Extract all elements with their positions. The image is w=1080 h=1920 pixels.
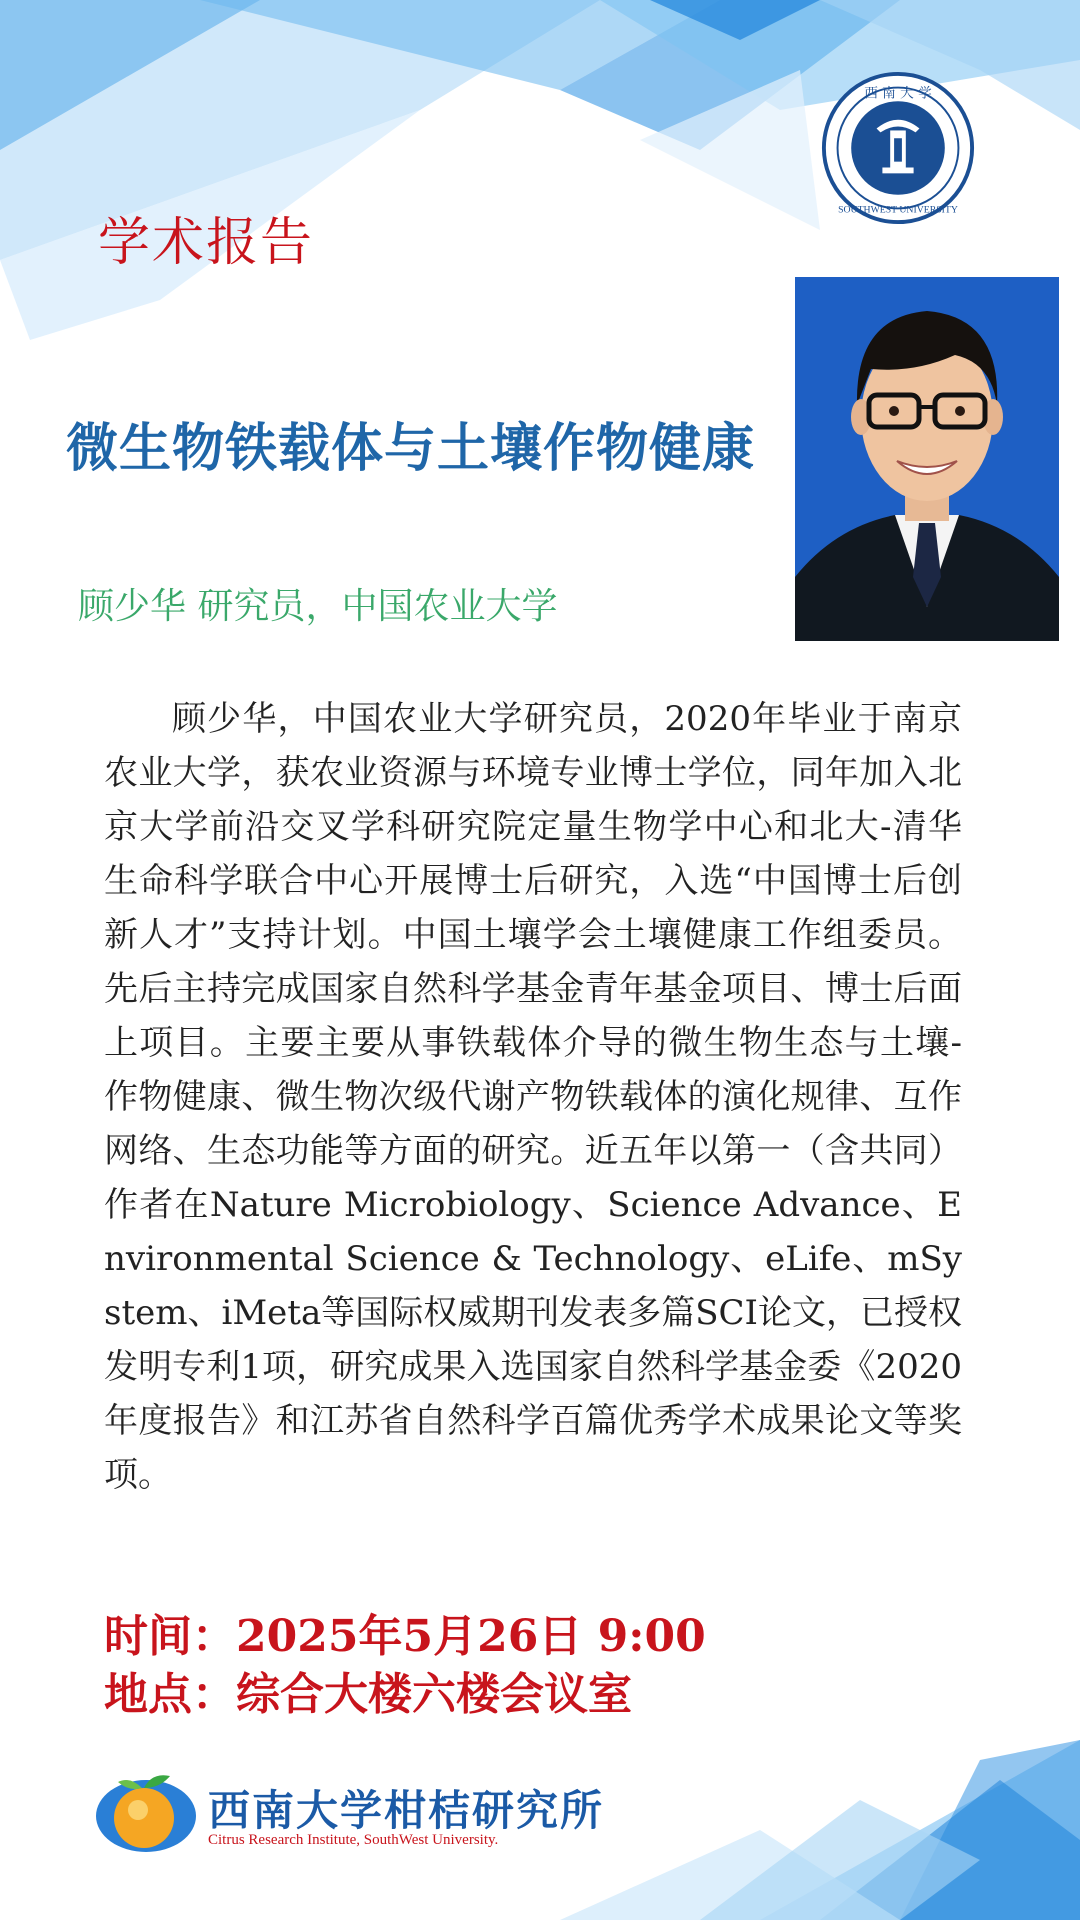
svg-text:SOUTHWEST UNIVERSITY: SOUTHWEST UNIVERSITY	[838, 204, 958, 216]
institute-logo	[92, 1770, 202, 1856]
report-label: 学术报告	[98, 213, 315, 273]
institute-english-name: Citrus Research Institute, SouthWest University.	[208, 1832, 499, 1848]
speaker-bio: 顾少华，中国农业大学研究员，2020年毕业于南京农业大学，获农业资源与环境专业博士学位，同年加入北京大学前沿交叉学科研究院定量生物学中心和北大-清华生命科学联合中心开展博士后研究，入选“中国博士后创新人才”支持计划。中国土壤学会土壤健康工作组委员。先后主持完成国家自然科学基金青年基金项目、博士后面上项目。主要主要从事铁载体介导的微生物生态与土壤-作物健康、微生物次级代谢产物铁载体的演化规律、互作网络、生态功能等方面的研究。近五年以第一（含共同）作者在Nature Microbiology、Science Advance、Environmental Science & Technology、eLife、mSystem、iMeta等国际权威期刊发表多篇SCI论文，已授权发明专利1项，研究成果入选国家自然科学基金委《2020年度报告》和江苏省自然科学百篇优秀学术成果论文等奖项。	[104, 699, 962, 1495]
speaker-info: 顾少华 研究员，中国农业大学	[78, 586, 558, 627]
speaker-photo	[795, 277, 1059, 641]
event-place: 地点：综合大楼六楼会议室	[104, 1669, 632, 1720]
event-time: 时间：2025年5月26日 9:00	[104, 1611, 706, 1662]
university-logo	[820, 70, 976, 226]
svg-text:西 南 大 学: 西 南 大 学	[864, 85, 932, 102]
talk-title: 微生物铁载体与土壤作物健康	[66, 418, 756, 479]
institute-name: 西南大学柑桔研究所	[208, 1786, 605, 1835]
